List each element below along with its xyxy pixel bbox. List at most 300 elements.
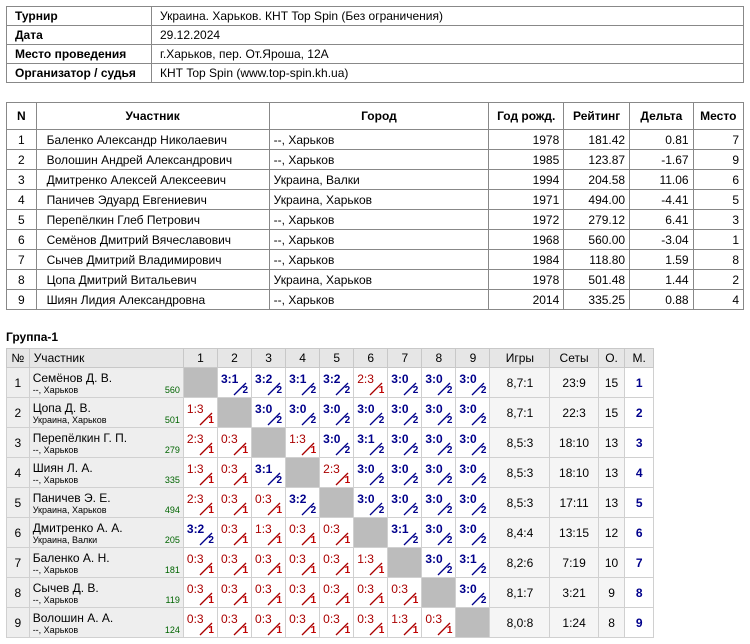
group-player-name: Волошин А. А. <box>32 611 114 625</box>
match-score: 3:0 <box>425 522 443 536</box>
match-score: 3:1 <box>391 522 409 536</box>
participant-row <box>7 150 744 170</box>
match-result-cell <box>286 518 320 548</box>
match-result-cell <box>183 428 217 458</box>
group-player-rating: 119 <box>165 595 180 605</box>
match-result-cell <box>320 368 354 398</box>
participant-delta: -4.41 <box>630 190 693 210</box>
match-points: 1 <box>208 595 214 606</box>
participant-name: Цопа Дмитрий Витальевич <box>36 270 269 290</box>
match-points: 1 <box>310 535 317 546</box>
group-games: 8,7:1 <box>490 398 550 428</box>
group-points: 13 <box>598 488 625 518</box>
match-score: 3:1 <box>255 462 273 476</box>
participants-col-header: Участник <box>36 103 269 130</box>
group-player-cell <box>29 608 183 638</box>
group-player-rating: 335 <box>164 475 180 485</box>
participant-row <box>7 250 744 270</box>
group-points: 13 <box>598 458 625 488</box>
match-result-cell <box>217 608 251 638</box>
group-player-name: Шиян Л. А. <box>32 461 93 475</box>
match-result-cell <box>388 398 422 428</box>
match-result-cell <box>286 398 320 428</box>
group-games: 8,5:3 <box>490 488 550 518</box>
grid-header-opponent: 8 <box>422 349 456 368</box>
participant-name: Паничев Эдуард Евгениевич <box>36 190 269 210</box>
group-sets: 13:15 <box>550 518 598 548</box>
group-row-number: 8 <box>7 578 30 608</box>
participant-name: Баленко Александр Николаевич <box>36 130 269 150</box>
participant-number: 4 <box>7 190 37 210</box>
match-score: 3:0 <box>425 462 443 476</box>
match-result-cell <box>354 578 388 608</box>
info-label: Организатор / судья <box>7 64 152 83</box>
group-sets: 3:21 <box>550 578 598 608</box>
group-player-cell <box>29 428 183 458</box>
participants-col-header: Рейтинг <box>564 103 630 130</box>
match-result-cell <box>217 488 251 518</box>
group-player-city: --, Харьков <box>32 385 79 395</box>
match-points: 1 <box>310 565 317 576</box>
participant-row <box>7 270 744 290</box>
participants-table <box>6 102 744 310</box>
info-value: 29.12.2024 <box>152 26 744 45</box>
participant-delta: 1.44 <box>630 270 693 290</box>
match-points: 1 <box>242 625 249 636</box>
match-score: 0:3 <box>186 552 204 566</box>
participant-rating: 560.00 <box>564 230 630 250</box>
participant-birth-year: 2014 <box>489 290 564 310</box>
participant-delta: 6.41 <box>630 210 693 230</box>
group-title: Группа-1 <box>6 330 59 344</box>
match-result-cell <box>388 458 422 488</box>
match-result-cell <box>252 398 286 428</box>
grid-header-points: О. <box>598 349 625 368</box>
match-points: 2 <box>310 385 317 396</box>
match-points: 1 <box>344 535 351 546</box>
match-result-cell <box>320 428 354 458</box>
match-points: 1 <box>344 475 351 486</box>
participant-row <box>7 170 744 190</box>
match-result-cell <box>456 458 490 488</box>
tournament-info-table <box>6 6 744 83</box>
participant-place: 6 <box>693 170 743 190</box>
group-row-number: 6 <box>7 518 30 548</box>
match-points: 2 <box>446 385 453 396</box>
group-games: 8,4:4 <box>490 518 550 548</box>
match-score: 0:3 <box>255 492 272 506</box>
group-player-city: --, Харьков <box>32 595 79 605</box>
match-result-cell <box>217 428 251 458</box>
match-points: 2 <box>480 535 487 546</box>
match-score: 3:0 <box>255 402 273 416</box>
group-player-rating: 124 <box>164 625 180 635</box>
match-points: 2 <box>412 505 419 516</box>
group-row <box>7 578 654 608</box>
match-result-cell <box>388 608 422 638</box>
match-result-cell <box>354 428 388 458</box>
match-result-cell <box>422 608 456 638</box>
participant-place: 2 <box>693 270 743 290</box>
participant-birth-year: 1994 <box>489 170 564 190</box>
match-score: 3:2 <box>255 372 273 386</box>
match-points: 1 <box>208 445 214 456</box>
group-points: 8 <box>598 608 625 638</box>
match-score: 3:0 <box>391 462 409 476</box>
group-place: 1 <box>625 368 654 398</box>
info-row <box>7 64 744 83</box>
group-sets: 18:10 <box>550 428 598 458</box>
participant-row <box>7 290 744 310</box>
participant-birth-year: 1985 <box>489 150 564 170</box>
match-points: 1 <box>446 625 453 636</box>
match-points: 1 <box>242 565 249 576</box>
match-result-cell <box>183 488 217 518</box>
match-result-cell <box>252 458 286 488</box>
match-result-cell <box>422 488 456 518</box>
participant-name: Волошин Андрей Александрович <box>36 150 269 170</box>
participant-birth-year: 1984 <box>489 250 564 270</box>
match-result-cell <box>286 368 320 398</box>
match-score: 1:3 <box>357 552 374 566</box>
match-score: 0:3 <box>391 582 408 596</box>
match-points: 1 <box>378 565 385 576</box>
group-sets: 1:24 <box>550 608 598 638</box>
match-points: 2 <box>480 595 487 606</box>
match-score: 0:3 <box>186 582 204 596</box>
participant-delta: 1.59 <box>630 250 693 270</box>
match-points: 2 <box>412 385 419 396</box>
group-row-number: 1 <box>7 368 30 398</box>
participant-row <box>7 130 744 150</box>
match-score: 3:0 <box>357 402 375 416</box>
participant-number: 3 <box>7 170 37 190</box>
match-points: 1 <box>276 595 283 606</box>
match-score: 0:3 <box>220 612 238 626</box>
match-points: 2 <box>446 475 453 486</box>
match-score: 3:0 <box>459 492 477 506</box>
group-player-rating: 501 <box>164 415 180 425</box>
match-result-cell <box>320 548 354 578</box>
match-score: 3:0 <box>357 492 375 506</box>
match-result-cell <box>354 368 388 398</box>
match-points: 2 <box>310 505 317 516</box>
participant-delta: -3.04 <box>630 230 693 250</box>
participant-rating: 118.80 <box>564 250 630 270</box>
group-row <box>7 458 654 488</box>
match-points: 2 <box>446 565 453 576</box>
grid-header-player: Участник <box>29 349 183 368</box>
participant-delta: 11.06 <box>630 170 693 190</box>
self-match-cell <box>183 368 217 398</box>
self-match-cell <box>217 398 251 428</box>
participant-birth-year: 1968 <box>489 230 564 250</box>
group-player-rating: 494 <box>164 505 180 515</box>
match-points: 1 <box>242 475 249 486</box>
match-score: 1:3 <box>255 522 272 536</box>
group-player-cell <box>29 518 183 548</box>
match-score: 3:0 <box>425 432 443 446</box>
match-score: 1:3 <box>289 432 306 446</box>
match-result-cell <box>422 518 456 548</box>
match-score: 0:3 <box>323 522 340 536</box>
match-points: 2 <box>480 475 487 486</box>
participant-city: Украина, Валки <box>269 170 489 190</box>
match-score: 3:0 <box>459 432 477 446</box>
participant-name: Семёнов Дмитрий Вячеславович <box>36 230 269 250</box>
group-player-city: --, Харьков <box>32 625 79 635</box>
match-points: 2 <box>412 535 419 546</box>
match-points: 2 <box>378 475 385 486</box>
participant-name: Дмитренко Алексей Алексеевич <box>36 170 269 190</box>
match-score: 3:0 <box>459 522 477 536</box>
participant-row <box>7 190 744 210</box>
group-player-cell <box>29 368 183 398</box>
match-points: 2 <box>446 505 453 516</box>
match-score: 0:3 <box>289 612 306 626</box>
participant-number: 1 <box>7 130 37 150</box>
self-match-cell <box>456 608 490 638</box>
group-place: 7 <box>625 548 654 578</box>
self-match-cell <box>422 578 456 608</box>
group-sets: 7:19 <box>550 548 598 578</box>
match-points: 1 <box>310 625 317 636</box>
group-player-rating: 181 <box>164 565 180 575</box>
group-row-number: 4 <box>7 458 30 488</box>
match-points: 1 <box>378 625 385 636</box>
match-points: 2 <box>208 535 214 546</box>
group-row-number: 3 <box>7 428 30 458</box>
match-points: 2 <box>276 415 283 426</box>
group-games: 8,5:3 <box>490 458 550 488</box>
grid-header-opponent: 6 <box>354 349 388 368</box>
match-result-cell <box>320 608 354 638</box>
match-result-cell <box>320 578 354 608</box>
match-result-cell <box>217 578 251 608</box>
participants-col-header: N <box>7 103 37 130</box>
match-result-cell <box>320 518 354 548</box>
match-score: 3:0 <box>391 492 409 506</box>
group-player-rating: 205 <box>164 535 180 545</box>
info-row <box>7 45 744 64</box>
participant-row <box>7 210 744 230</box>
group-player-name: Дмитренко А. А. <box>32 521 123 535</box>
match-result-cell <box>422 428 456 458</box>
match-score: 3:0 <box>459 402 477 416</box>
match-score: 3:0 <box>459 372 477 386</box>
participant-number: 8 <box>7 270 37 290</box>
match-score: 0:3 <box>220 462 238 476</box>
group-player-name: Семёнов Д. В. <box>32 371 113 385</box>
group-row-number: 7 <box>7 548 30 578</box>
match-result-cell <box>388 518 422 548</box>
match-score: 3:0 <box>391 372 409 386</box>
match-result-cell <box>354 458 388 488</box>
self-match-cell <box>320 488 354 518</box>
match-points: 1 <box>242 535 249 546</box>
match-score: 0:3 <box>323 582 340 596</box>
match-result-cell <box>286 488 320 518</box>
group-sets: 23:9 <box>550 368 598 398</box>
match-points: 1 <box>310 595 317 606</box>
participant-number: 9 <box>7 290 37 310</box>
match-points: 1 <box>412 595 419 606</box>
grid-header-num: № <box>7 349 30 368</box>
group-row-number: 2 <box>7 398 30 428</box>
match-points: 1 <box>310 445 317 456</box>
match-score: 3:0 <box>289 402 307 416</box>
match-score: 2:3 <box>323 462 340 476</box>
match-points: 2 <box>378 445 385 456</box>
match-score: 3:0 <box>391 432 409 446</box>
match-score: 0:3 <box>255 582 272 596</box>
participant-rating: 335.25 <box>564 290 630 310</box>
group-points: 15 <box>598 368 625 398</box>
participant-rating: 204.58 <box>564 170 630 190</box>
grid-header-opponent: 1 <box>183 349 217 368</box>
info-value: КНТ Top Spin (www.top-spin.kh.ua) <box>152 64 744 83</box>
grid-header-place: М. <box>625 349 654 368</box>
participant-place: 1 <box>693 230 743 250</box>
match-score: 0:3 <box>220 522 238 536</box>
match-result-cell <box>286 608 320 638</box>
match-result-cell <box>456 398 490 428</box>
match-points: 1 <box>208 625 214 636</box>
match-score: 3:2 <box>186 522 205 536</box>
participant-city: --, Харьков <box>269 150 489 170</box>
participants-col-header: Город <box>269 103 489 130</box>
match-result-cell <box>252 548 286 578</box>
match-result-cell <box>286 428 320 458</box>
participant-name: Сычев Дмитрий Владимирович <box>36 250 269 270</box>
participant-name: Шиян Лидия Александровна <box>36 290 269 310</box>
match-score: 2:3 <box>186 432 204 446</box>
group-games: 8,0:8 <box>490 608 550 638</box>
match-result-cell <box>183 458 217 488</box>
group-games: 8,7:1 <box>490 368 550 398</box>
match-score: 0:3 <box>357 582 374 596</box>
group-player-cell <box>29 578 183 608</box>
match-points: 2 <box>344 385 351 396</box>
group-points: 13 <box>598 428 625 458</box>
match-score: 1:3 <box>391 612 408 626</box>
participants-col-header: Дельта <box>630 103 693 130</box>
group-player-rating: 279 <box>164 445 180 455</box>
info-label: Место проведения <box>7 45 152 64</box>
group-sets: 17:11 <box>550 488 598 518</box>
match-points: 1 <box>276 565 283 576</box>
self-match-cell <box>388 548 422 578</box>
match-score: 0:3 <box>255 552 272 566</box>
participant-place: 9 <box>693 150 743 170</box>
participant-delta: 0.88 <box>630 290 693 310</box>
match-score: 1:3 <box>186 402 204 416</box>
match-score: 0:3 <box>425 612 443 626</box>
grid-header-sets: Сеты <box>550 349 598 368</box>
participant-rating: 123.87 <box>564 150 630 170</box>
group-row <box>7 488 654 518</box>
participant-delta: 0.81 <box>630 130 693 150</box>
match-result-cell <box>354 548 388 578</box>
group-row-number: 9 <box>7 608 30 638</box>
participant-number: 7 <box>7 250 37 270</box>
match-result-cell <box>217 548 251 578</box>
match-points: 2 <box>378 415 385 426</box>
group-player-name: Сычев Д. В. <box>32 581 99 595</box>
match-result-cell <box>422 458 456 488</box>
match-score: 1:3 <box>186 462 204 476</box>
participant-place: 4 <box>693 290 743 310</box>
match-result-cell <box>456 428 490 458</box>
match-points: 2 <box>412 445 419 456</box>
group-place: 8 <box>625 578 654 608</box>
group-row <box>7 518 654 548</box>
match-score: 0:3 <box>220 432 238 446</box>
participant-rating: 279.12 <box>564 210 630 230</box>
grid-header-opponent: 9 <box>456 349 490 368</box>
group-row <box>7 368 654 398</box>
match-score: 0:3 <box>323 552 340 566</box>
match-result-cell <box>388 428 422 458</box>
match-score: 3:1 <box>357 432 375 446</box>
info-label: Турнир <box>7 7 152 26</box>
participant-birth-year: 1972 <box>489 210 564 230</box>
match-score: 3:2 <box>289 492 307 506</box>
match-score: 0:3 <box>289 582 306 596</box>
group-points: 10 <box>598 548 625 578</box>
participant-place: 3 <box>693 210 743 230</box>
match-score: 0:3 <box>220 582 238 596</box>
group-player-city: Украина, Харьков <box>32 505 107 515</box>
match-result-cell <box>422 548 456 578</box>
participant-birth-year: 1978 <box>489 130 564 150</box>
match-result-cell <box>354 608 388 638</box>
group-points: 9 <box>598 578 625 608</box>
match-result-cell <box>183 578 217 608</box>
match-result-cell <box>217 368 251 398</box>
group-player-cell <box>29 458 183 488</box>
group-player-name: Перепёлкин Г. П. <box>32 431 128 445</box>
match-score: 3:0 <box>425 372 443 386</box>
grid-header-opponent: 2 <box>217 349 251 368</box>
participant-place: 8 <box>693 250 743 270</box>
match-points: 1 <box>242 445 249 456</box>
self-match-cell <box>354 518 388 548</box>
match-points: 2 <box>276 475 283 486</box>
participants-col-header: Год рожд. <box>489 103 564 130</box>
group-player-city: Украина, Харьков <box>32 415 107 425</box>
match-points: 2 <box>276 385 283 396</box>
match-points: 2 <box>310 415 317 426</box>
match-score: 3:2 <box>323 372 341 386</box>
group-games: 8,1:7 <box>490 578 550 608</box>
grid-header-opponent: 4 <box>286 349 320 368</box>
match-points: 2 <box>242 385 249 396</box>
match-points: 2 <box>344 445 351 456</box>
match-result-cell <box>354 488 388 518</box>
info-label: Дата <box>7 26 152 45</box>
match-points: 2 <box>344 415 351 426</box>
group-player-city: --, Харьков <box>32 475 79 485</box>
match-score: 3:1 <box>220 372 239 386</box>
match-result-cell <box>286 548 320 578</box>
match-points: 1 <box>208 415 214 426</box>
participant-city: --, Харьков <box>269 250 489 270</box>
match-points: 2 <box>446 445 453 456</box>
group-player-name: Цопа Д. В. <box>32 401 91 415</box>
match-points: 1 <box>208 565 214 576</box>
group-player-city: --, Харьков <box>32 565 79 575</box>
